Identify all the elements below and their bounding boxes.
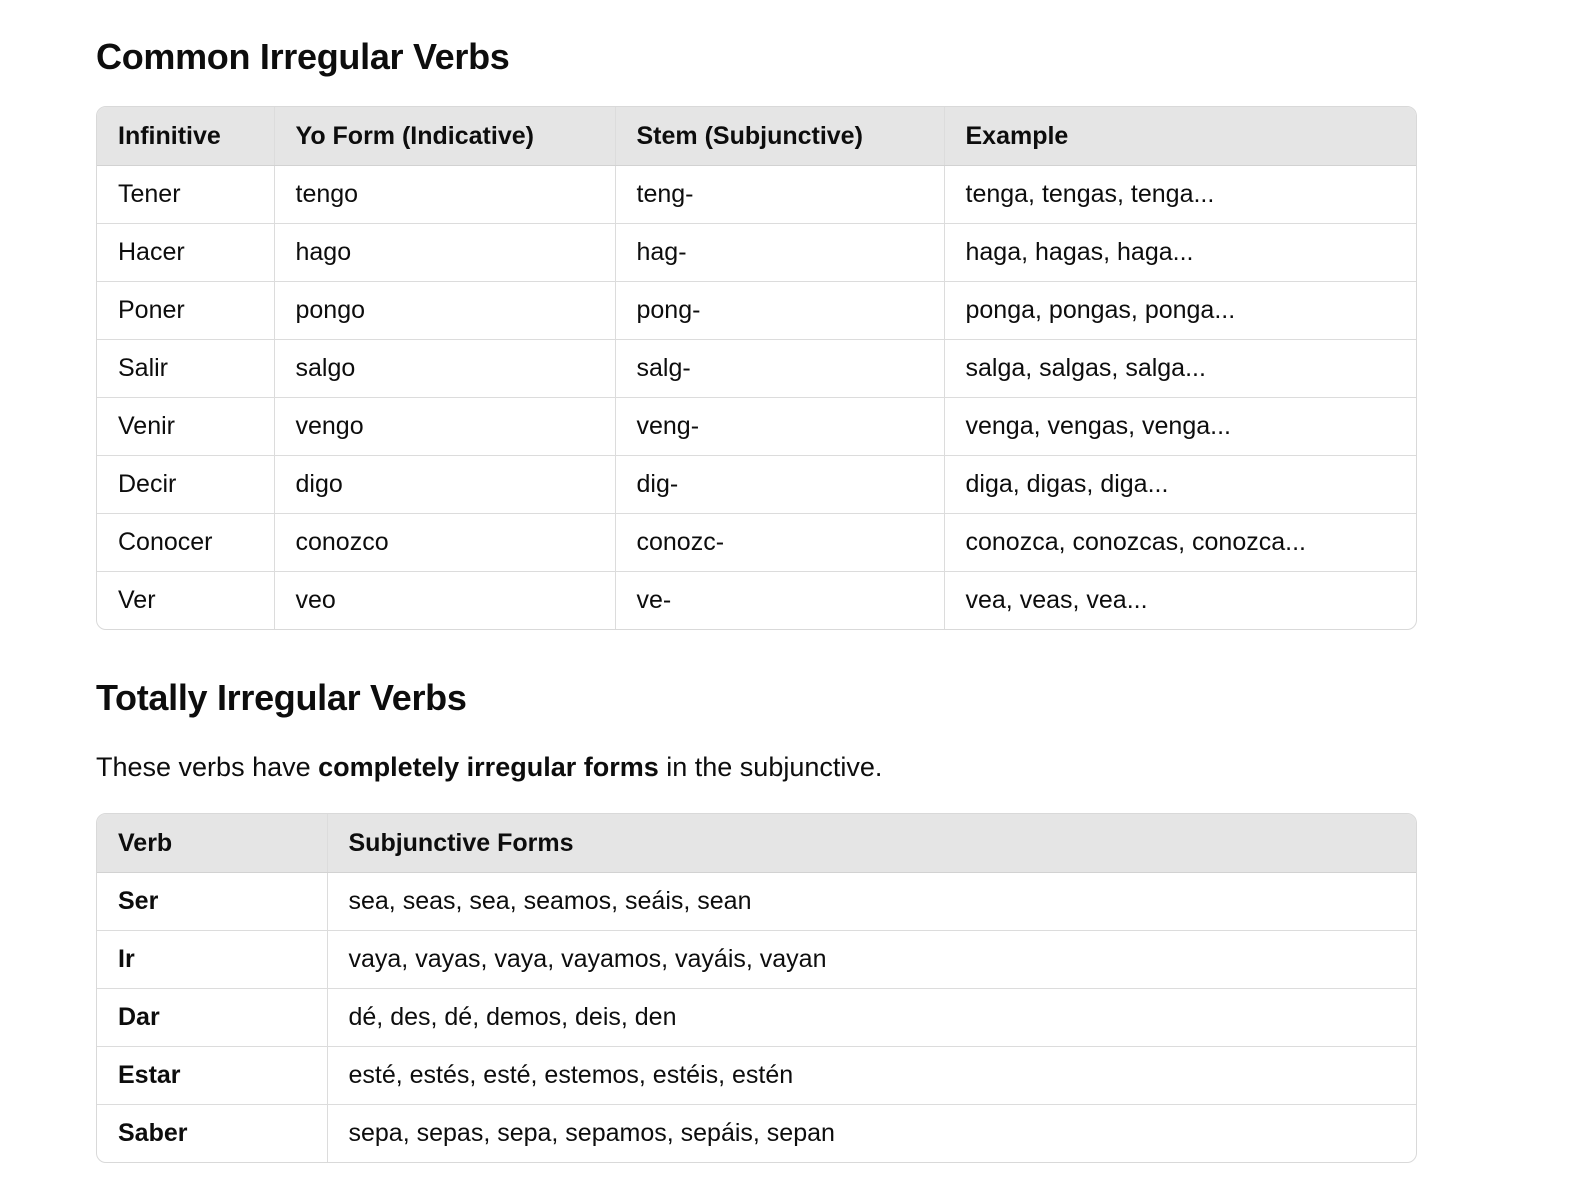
infinitive-cell: Ver — [97, 572, 274, 630]
yo-form-cell: hago — [274, 224, 615, 282]
table-row — [97, 873, 1416, 931]
example-cell: diga, digas, diga... — [944, 456, 1416, 514]
yo-form-cell: salgo — [274, 340, 615, 398]
example-cell: vea, veas, vea... — [965, 586, 1148, 614]
example-cell: ponga, pongas, ponga... — [944, 282, 1416, 340]
yo-form-cell: vengo — [274, 398, 615, 456]
yo-form-cell: tengo — [274, 166, 615, 224]
table-row — [97, 514, 1416, 572]
infinitive-cell: Conocer — [97, 514, 274, 572]
column-header-verb: Verb — [97, 814, 327, 873]
subjunctive-forms-cell: dé, des, dé, demos, deis, den — [327, 989, 1416, 1047]
section-title-totally-irregular-verbs: Totally Irregular Verbs — [96, 677, 467, 718]
subjunctive-forms-cell: vaya, vayas, vaya, vayamos, vayáis, vayan — [327, 931, 1416, 989]
section-intro-paragraph — [96, 748, 882, 786]
subjunctive-forms-cell: sepa, sepas, sepa, sepamos, sepáis, sepan — [348, 1119, 835, 1147]
section-title-common-irregular-verbs: Common Irregular Verbs — [96, 36, 510, 77]
infinitive-cell: Salir — [97, 340, 274, 398]
intro-text-after: in the subjunctive. — [658, 752, 883, 782]
example-cell: salga, salgas, salga... — [944, 340, 1416, 398]
yo-form-cell: pongo — [274, 282, 615, 340]
subjunctive-forms-cell: sea, seas, sea, seamos, seáis, sean — [327, 873, 1416, 931]
column-header-yo-form: Yo Form (Indicative) — [274, 107, 615, 166]
table-row — [97, 340, 1416, 398]
stem-cell: ve- — [615, 572, 944, 630]
column-header-stem: Stem (Subjunctive) — [615, 107, 944, 166]
yo-form-cell: digo — [274, 456, 615, 514]
subjunctive-forms-cell: esté, estés, esté, estemos, estéis, estén — [327, 1047, 1416, 1105]
verb-cell: Dar — [97, 989, 327, 1047]
table-row — [97, 282, 1416, 340]
table-row — [97, 224, 1416, 282]
table-row — [97, 166, 1416, 224]
example-cell: haga, hagas, haga... — [944, 224, 1416, 282]
infinitive-cell: Hacer — [97, 224, 274, 282]
table-row — [97, 456, 1416, 514]
yo-form-cell: veo — [274, 572, 615, 630]
column-header-subjunctive-forms: Subjunctive Forms — [327, 814, 1416, 873]
table-row — [97, 1047, 1416, 1105]
intro-text-bold: completely irregular forms — [318, 752, 659, 782]
table-header-row — [97, 814, 1416, 873]
verb-cell: Estar — [97, 1047, 327, 1105]
infinitive-cell: Poner — [97, 282, 274, 340]
table-row — [97, 1105, 1416, 1163]
yo-form-cell: conozco — [274, 514, 615, 572]
stem-cell: conozc- — [615, 514, 944, 572]
column-header-infinitive: Infinitive — [97, 107, 274, 166]
stem-cell: salg- — [615, 340, 944, 398]
table-row — [97, 398, 1416, 456]
table-header-row — [97, 107, 1416, 166]
stem-cell: hag- — [615, 224, 944, 282]
infinitive-cell: Venir — [97, 398, 274, 456]
stem-cell: pong- — [615, 282, 944, 340]
stem-cell: teng- — [615, 166, 944, 224]
totally-irregular-verbs-table — [96, 813, 1417, 1163]
verb-cell: Saber — [97, 1105, 327, 1163]
intro-text-before: These verbs have — [96, 752, 319, 782]
column-header-example: Example — [944, 107, 1416, 166]
table-row — [97, 572, 1416, 630]
example-cell: venga, vengas, venga... — [944, 398, 1416, 456]
verb-cell: Ir — [97, 931, 327, 989]
stem-cell: veng- — [615, 398, 944, 456]
example-cell: conozca, conozcas, conozca... — [944, 514, 1416, 572]
infinitive-cell: Decir — [97, 456, 274, 514]
stem-cell: dig- — [615, 456, 944, 514]
table-row — [97, 989, 1416, 1047]
infinitive-cell: Tener — [97, 166, 274, 224]
example-cell: tenga, tengas, tenga... — [944, 166, 1416, 224]
common-irregular-verbs-table — [96, 106, 1417, 630]
verb-cell: Ser — [97, 873, 327, 931]
table-row — [97, 931, 1416, 989]
